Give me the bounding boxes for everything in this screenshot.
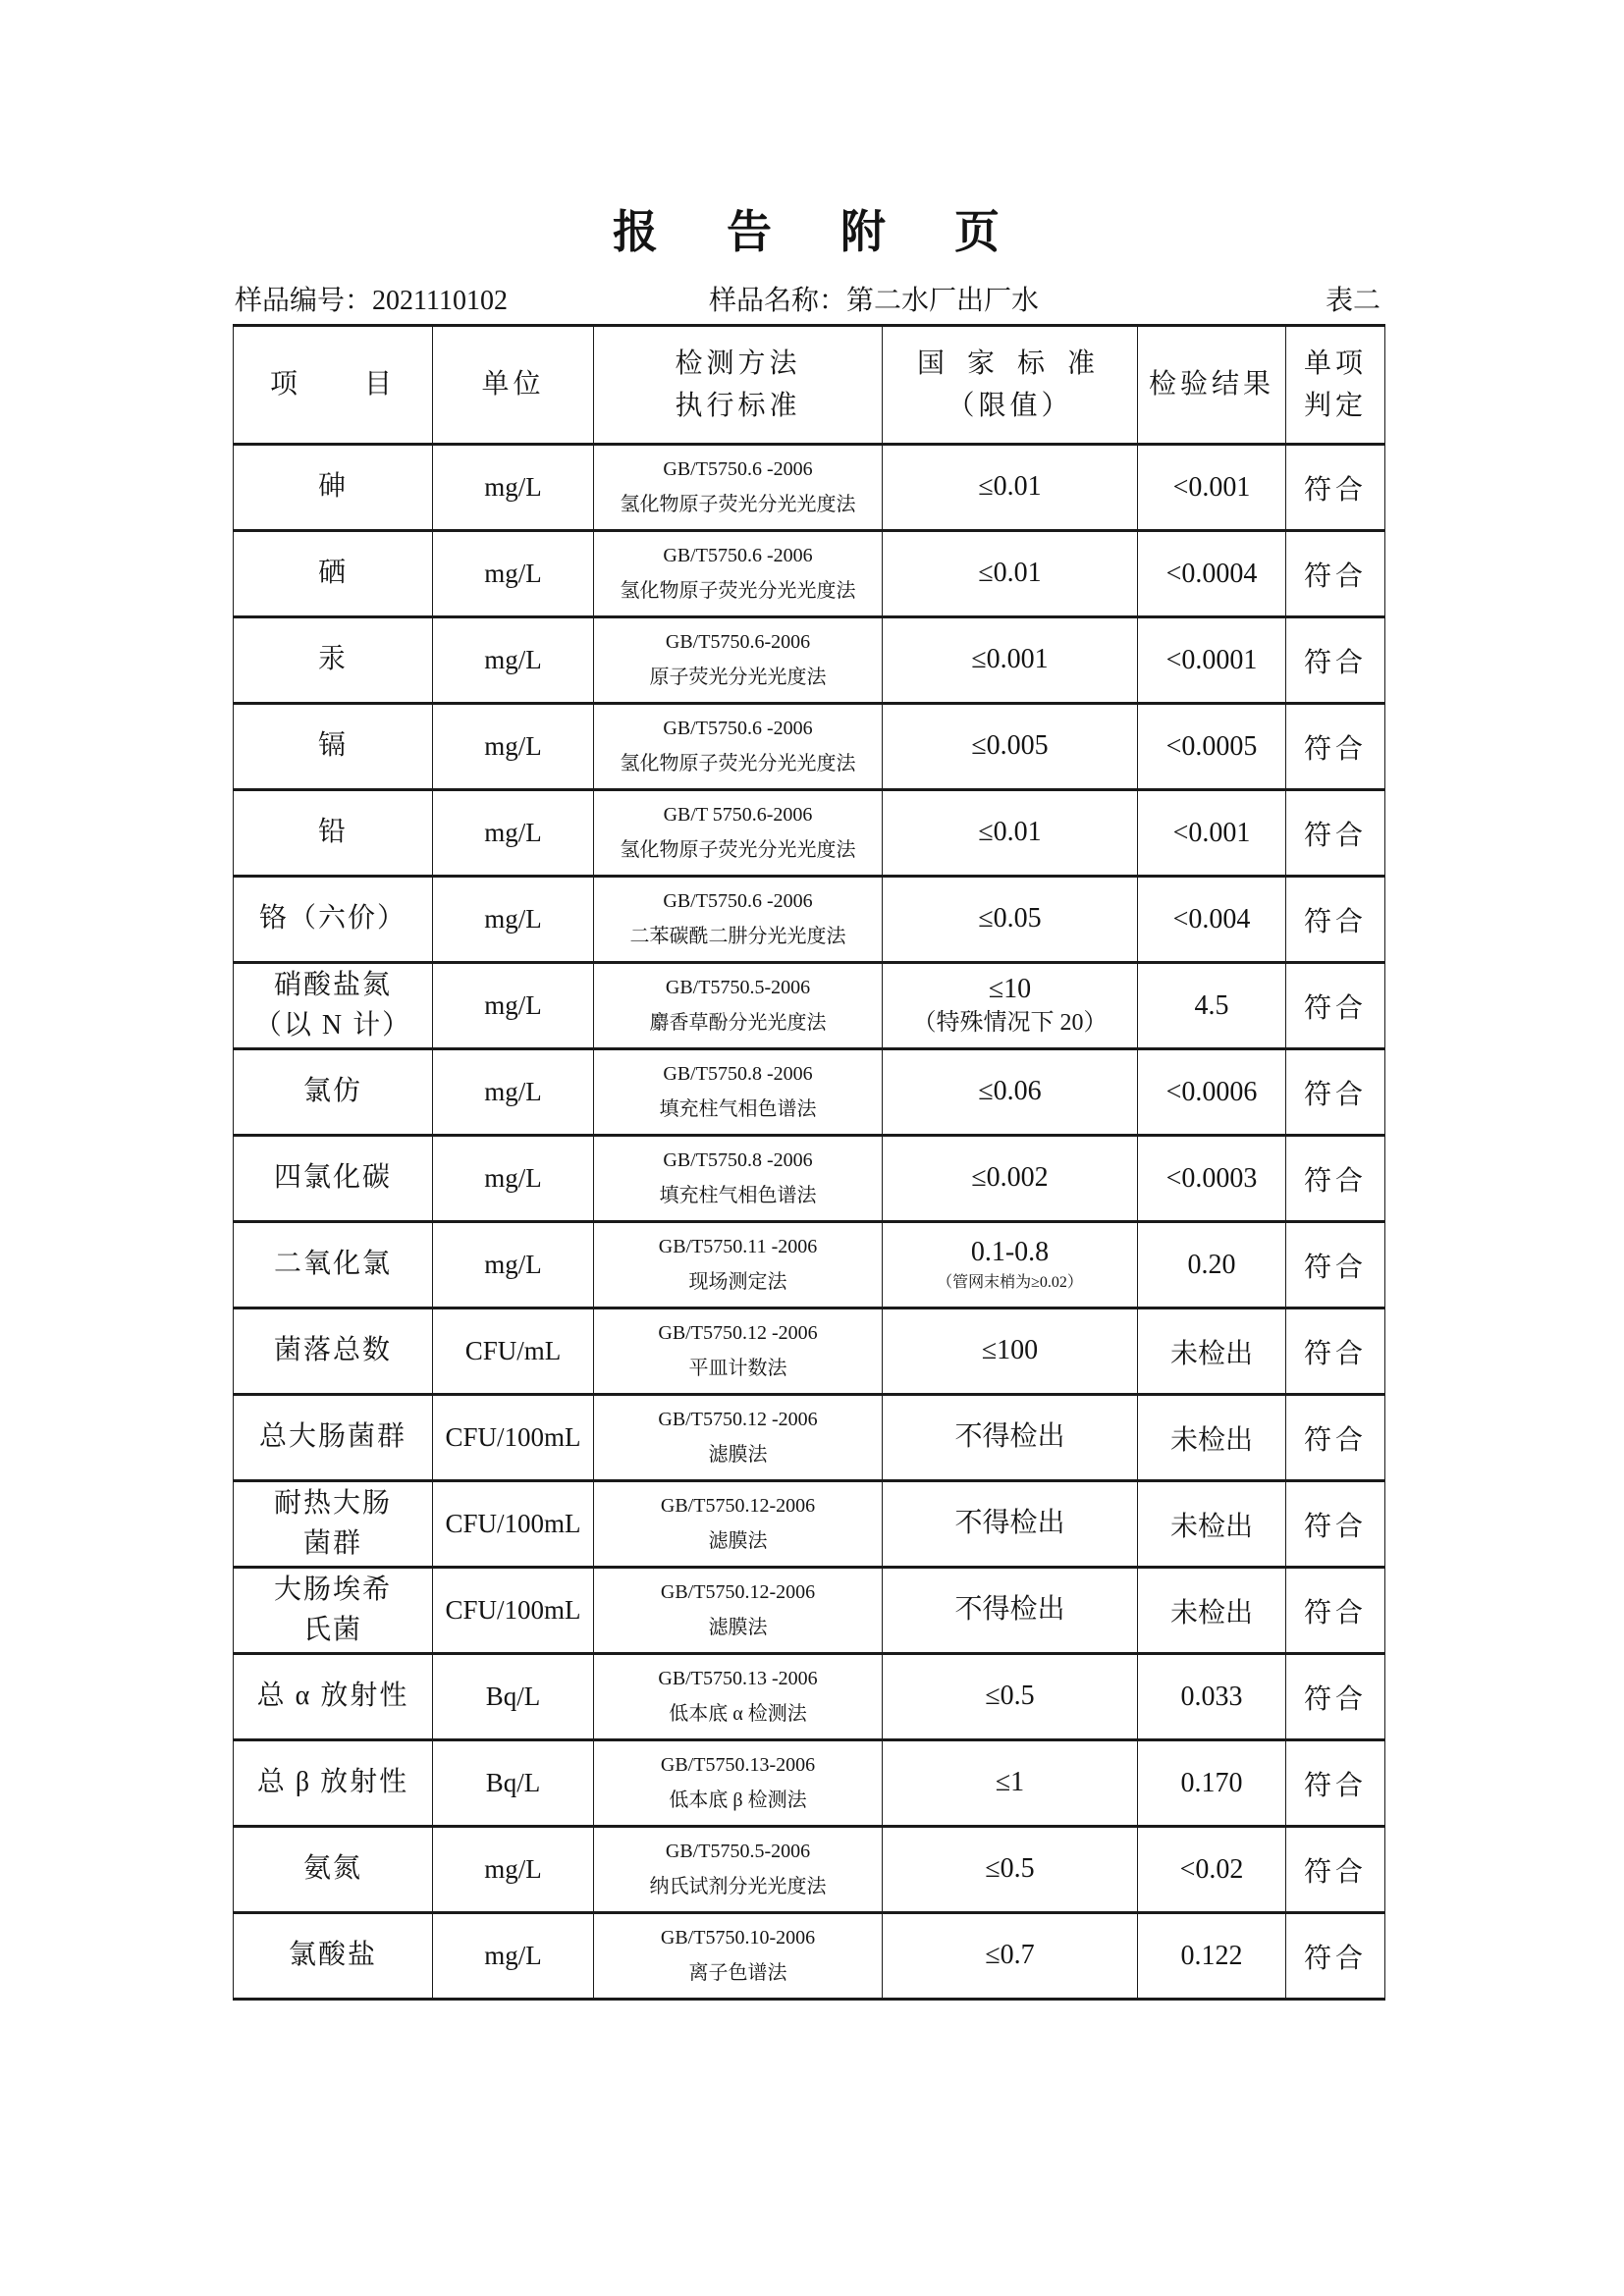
cell-unit: mg/L <box>433 1827 594 1913</box>
limit-line: 不得检出 <box>954 1421 1065 1453</box>
item-line: 氨氮 <box>302 1853 362 1885</box>
column-header-limit <box>883 326 1138 445</box>
cell-unit: mg/L <box>433 1222 594 1308</box>
cell-method <box>594 1395 883 1481</box>
cell-result: 未检出 <box>1138 1568 1286 1654</box>
cell-result: 0.122 <box>1138 1913 1286 2000</box>
table-row <box>234 1827 1385 1913</box>
method-line: 氢化物原子荧光分光光度法 <box>620 580 856 602</box>
cell-result: 未检出 <box>1138 1481 1286 1568</box>
method-line: GB/T5750.12-2006 <box>660 1495 816 1517</box>
cell-unit: mg/L <box>433 531 594 617</box>
cell-limit <box>883 1568 1138 1654</box>
item-line: 二氧化氯 <box>273 1249 392 1280</box>
cell-item <box>234 1222 433 1308</box>
item-line: 硒 <box>317 558 348 589</box>
table-row <box>234 1654 1385 1740</box>
cell-result: <0.0004 <box>1138 531 1286 617</box>
table-body <box>234 445 1385 2000</box>
method-line: 离子色谱法 <box>688 1962 787 1984</box>
table-header <box>234 326 1385 445</box>
column-header-result <box>1138 326 1286 445</box>
cell-method <box>594 1308 883 1395</box>
cell-judgment: 符合 <box>1286 1827 1385 1913</box>
cell-judgment: 符合 <box>1286 531 1385 617</box>
cell-result: 0.033 <box>1138 1654 1286 1740</box>
cell-judgment: 符合 <box>1286 704 1385 790</box>
column-header-line: 检验结果 <box>1148 369 1274 400</box>
cell-method <box>594 1568 883 1654</box>
cell-method <box>594 963 883 1049</box>
limit-line: ≤10 <box>988 973 1032 1004</box>
limit-line: ≤0.5 <box>985 1681 1035 1712</box>
method-line: GB/T5750.12 -2006 <box>658 1322 818 1344</box>
method-line: 填充柱气相色谱法 <box>659 1098 817 1120</box>
cell-unit: Bq/L <box>433 1740 594 1827</box>
method-line: 氢化物原子荧光分光光度法 <box>620 494 856 515</box>
table-row <box>234 1308 1385 1395</box>
cell-judgment: 符合 <box>1286 1913 1385 2000</box>
cell-limit <box>883 617 1138 704</box>
cell-result: 0.20 <box>1138 1222 1286 1308</box>
cell-method <box>594 1049 883 1136</box>
method-line: GB/T5750.6 -2006 <box>663 718 813 739</box>
cell-item <box>234 1568 433 1654</box>
limit-line: ≤0.001 <box>971 644 1049 675</box>
cell-limit <box>883 790 1138 877</box>
cell-judgment: 符合 <box>1286 1481 1385 1568</box>
cell-result: <0.001 <box>1138 790 1286 877</box>
limit-line: ≤0.01 <box>978 558 1042 589</box>
cell-method <box>594 1136 883 1222</box>
cell-limit <box>883 1395 1138 1481</box>
item-line: 硝酸盐氮 <box>273 969 392 1000</box>
method-line: GB/T5750.13-2006 <box>660 1754 816 1776</box>
cell-item <box>234 1827 433 1913</box>
cell-judgment: 符合 <box>1286 963 1385 1049</box>
cell-result: <0.004 <box>1138 877 1286 963</box>
cell-item <box>234 1395 433 1481</box>
cell-limit <box>883 1308 1138 1395</box>
limit-line: ≤100 <box>981 1335 1039 1366</box>
column-header-line: 单位 <box>481 369 545 400</box>
column-header-line: 单项 <box>1303 347 1367 379</box>
cell-limit <box>883 704 1138 790</box>
cell-result: <0.02 <box>1138 1827 1286 1913</box>
method-line: 低本底 α 检测法 <box>669 1703 807 1725</box>
cell-item <box>234 1308 433 1395</box>
item-line: 汞 <box>317 644 348 675</box>
item-line: 砷 <box>317 471 348 503</box>
method-line: GB/T5750.6 -2006 <box>663 545 813 566</box>
method-line: GB/T5750.5-2006 <box>665 977 811 998</box>
test-results-table <box>233 324 1385 2001</box>
method-line: 二苯碳酰二肼分光光度法 <box>629 926 846 947</box>
cell-judgment: 符合 <box>1286 617 1385 704</box>
table-row <box>234 531 1385 617</box>
method-line: 填充柱气相色谱法 <box>659 1185 817 1206</box>
item-line: 耐热大肠 <box>273 1487 392 1519</box>
cell-unit: mg/L <box>433 617 594 704</box>
column-header-line: 项 目 <box>269 369 396 400</box>
column-header-line: 检测方法 <box>675 347 801 379</box>
method-line: GB/T 5750.6-2006 <box>663 804 813 826</box>
table-row <box>234 1740 1385 1827</box>
method-line: GB/T5750.12-2006 <box>660 1581 816 1603</box>
limit-line: ≤0.002 <box>971 1162 1049 1194</box>
cell-unit: mg/L <box>433 1049 594 1136</box>
cell-limit <box>883 531 1138 617</box>
sample-name <box>709 279 1039 318</box>
sample-number <box>235 279 508 318</box>
item-line: 总 β 放射性 <box>256 1767 409 1798</box>
cell-method <box>594 1481 883 1568</box>
cell-unit: mg/L <box>433 704 594 790</box>
table-row <box>234 790 1385 877</box>
cell-limit <box>883 1827 1138 1913</box>
column-header-method <box>594 326 883 445</box>
cell-method <box>594 531 883 617</box>
method-line: 滤膜法 <box>708 1530 768 1552</box>
cell-limit <box>883 877 1138 963</box>
cell-method <box>594 617 883 704</box>
cell-result: <0.001 <box>1138 445 1286 531</box>
cell-item <box>234 1654 433 1740</box>
limit-line: （特殊情况下 20） <box>912 1009 1108 1036</box>
table-row <box>234 1481 1385 1568</box>
column-header-line: 国 家 标 准 <box>916 347 1103 379</box>
cell-item <box>234 531 433 617</box>
cell-judgment: 符合 <box>1286 1654 1385 1740</box>
method-line: GB/T5750.8 -2006 <box>663 1063 813 1085</box>
cell-method <box>594 1222 883 1308</box>
table-row <box>234 1222 1385 1308</box>
sample-number-label: 样品编号： <box>235 286 373 316</box>
item-line: 氏菌 <box>302 1614 362 1645</box>
cell-unit: CFU/mL <box>433 1308 594 1395</box>
table-row <box>234 963 1385 1049</box>
method-line: 纳氏试剂分光光度法 <box>649 1876 827 1897</box>
cell-method <box>594 1913 883 2000</box>
method-line: 氢化物原子荧光分光光度法 <box>620 753 856 774</box>
cell-unit: mg/L <box>433 963 594 1049</box>
cell-result: <0.0005 <box>1138 704 1286 790</box>
method-line: GB/T5750.5-2006 <box>665 1841 811 1862</box>
sample-name-value: 第二水厂出厂水 <box>846 286 1040 316</box>
cell-item <box>234 704 433 790</box>
cell-result: <0.0006 <box>1138 1049 1286 1136</box>
method-line: GB/T5750.12 -2006 <box>658 1409 818 1430</box>
method-line: GB/T5750.10-2006 <box>660 1927 816 1949</box>
cell-result: <0.0001 <box>1138 617 1286 704</box>
cell-item <box>234 963 433 1049</box>
cell-unit: mg/L <box>433 445 594 531</box>
cell-item <box>234 1913 433 2000</box>
method-line: GB/T5750.6 -2006 <box>663 890 813 912</box>
method-line: 现场测定法 <box>688 1271 787 1293</box>
cell-judgment: 符合 <box>1286 1568 1385 1654</box>
cell-item <box>234 1740 433 1827</box>
limit-line: ≤0.7 <box>985 1940 1035 1971</box>
cell-method <box>594 877 883 963</box>
cell-result: 未检出 <box>1138 1395 1286 1481</box>
table-row <box>234 617 1385 704</box>
cell-item <box>234 1049 433 1136</box>
cell-judgment: 符合 <box>1286 1049 1385 1136</box>
cell-judgment: 符合 <box>1286 877 1385 963</box>
limit-line: ≤1 <box>995 1767 1025 1798</box>
cell-unit: CFU/100mL <box>433 1481 594 1568</box>
cell-unit: mg/L <box>433 877 594 963</box>
table-row <box>234 1049 1385 1136</box>
method-line: GB/T5750.6 -2006 <box>663 458 813 480</box>
cell-judgment: 符合 <box>1286 790 1385 877</box>
table-row <box>234 1913 1385 2000</box>
method-line: 麝香草酚分光光度法 <box>649 1012 827 1034</box>
cell-judgment: 符合 <box>1286 1395 1385 1481</box>
cell-judgment: 符合 <box>1286 1308 1385 1395</box>
table-row <box>234 1136 1385 1222</box>
item-line: 镉 <box>317 730 348 762</box>
item-line: 总大肠菌群 <box>258 1421 406 1453</box>
cell-item <box>234 617 433 704</box>
cell-unit: mg/L <box>433 1913 594 2000</box>
method-line: 滤膜法 <box>708 1444 768 1466</box>
method-line: GB/T5750.13 -2006 <box>658 1668 818 1689</box>
sample-number-value: 2021110102 <box>372 286 508 316</box>
method-line: 低本底 β 检测法 <box>669 1789 807 1811</box>
column-header-unit <box>433 326 594 445</box>
limit-line: ≤0.05 <box>978 903 1042 934</box>
item-line: 铬（六价） <box>258 903 406 934</box>
item-line: 菌群 <box>302 1527 362 1559</box>
cell-limit <box>883 963 1138 1049</box>
item-line: 总 α 放射性 <box>256 1681 409 1712</box>
cell-unit: CFU/100mL <box>433 1395 594 1481</box>
cell-limit <box>883 1740 1138 1827</box>
limit-line: 不得检出 <box>954 1508 1065 1539</box>
limit-line: 不得检出 <box>954 1594 1065 1626</box>
item-line: 氯酸盐 <box>288 1940 377 1971</box>
limit-line: ≤0.005 <box>971 730 1049 762</box>
cell-unit: Bq/L <box>433 1654 594 1740</box>
cell-limit <box>883 1222 1138 1308</box>
method-line: GB/T5750.8 -2006 <box>663 1149 813 1171</box>
cell-limit <box>883 1913 1138 2000</box>
cell-item <box>234 877 433 963</box>
item-line: 菌落总数 <box>273 1335 392 1366</box>
method-line: GB/T5750.6-2006 <box>665 631 811 653</box>
limit-note: （管网末梢为≥0.02） <box>937 1273 1083 1291</box>
cell-judgment: 符合 <box>1286 1740 1385 1827</box>
method-line: GB/T5750.11 -2006 <box>658 1236 818 1257</box>
cell-method <box>594 445 883 531</box>
limit-line: ≤0.5 <box>985 1853 1035 1885</box>
table-row <box>234 445 1385 531</box>
cell-limit <box>883 1481 1138 1568</box>
cell-limit <box>883 445 1138 531</box>
column-header-line: （限值） <box>947 391 1073 421</box>
method-line: 氢化物原子荧光分光光度法 <box>620 839 856 861</box>
cell-judgment: 符合 <box>1286 1222 1385 1308</box>
column-header-line: 判定 <box>1303 391 1367 421</box>
limit-line: ≤0.01 <box>978 817 1042 848</box>
table-tag: 表二 <box>1325 286 1380 316</box>
cell-unit: mg/L <box>433 1136 594 1222</box>
page-title: 报 告 附 页 <box>613 207 1011 257</box>
item-line: 铅 <box>317 817 348 848</box>
cell-method <box>594 790 883 877</box>
cell-limit <box>883 1049 1138 1136</box>
cell-method <box>594 1654 883 1740</box>
cell-result: 0.170 <box>1138 1740 1286 1827</box>
cell-result: 4.5 <box>1138 963 1286 1049</box>
table-row <box>234 1568 1385 1654</box>
cell-method <box>594 1827 883 1913</box>
cell-result: 未检出 <box>1138 1308 1286 1395</box>
cell-method <box>594 1740 883 1827</box>
method-line: 平皿计数法 <box>688 1358 787 1379</box>
limit-line: 0.1-0.8 <box>970 1237 1050 1268</box>
cell-limit <box>883 1136 1138 1222</box>
method-line: 原子荧光分光光度法 <box>649 667 827 688</box>
column-header-item <box>234 326 433 445</box>
column-header-line: 执行标准 <box>675 391 801 421</box>
cell-unit: CFU/100mL <box>433 1568 594 1654</box>
item-line: 四氯化碳 <box>273 1162 392 1194</box>
cell-result: <0.0003 <box>1138 1136 1286 1222</box>
table-row <box>234 704 1385 790</box>
cell-item <box>234 445 433 531</box>
table-row <box>234 877 1385 963</box>
column-header-judgment <box>1286 326 1385 445</box>
limit-line: ≤0.01 <box>978 471 1042 503</box>
cell-unit: mg/L <box>433 790 594 877</box>
cell-limit <box>883 1654 1138 1740</box>
item-line: 大肠埃希 <box>273 1574 392 1605</box>
item-line: （以 N 计） <box>253 1009 412 1041</box>
cell-item <box>234 1481 433 1568</box>
table-row <box>234 1395 1385 1481</box>
method-line: 滤膜法 <box>708 1617 768 1638</box>
header-row <box>234 326 1385 445</box>
sample-info-line <box>233 279 1384 322</box>
item-line: 氯仿 <box>302 1076 362 1107</box>
sample-name-label: 样品名称： <box>709 286 847 316</box>
cell-judgment: 符合 <box>1286 1136 1385 1222</box>
cell-item <box>234 1136 433 1222</box>
cell-judgment: 符合 <box>1286 445 1385 531</box>
cell-item <box>234 790 433 877</box>
limit-line: ≤0.06 <box>978 1076 1042 1107</box>
cell-method <box>594 704 883 790</box>
